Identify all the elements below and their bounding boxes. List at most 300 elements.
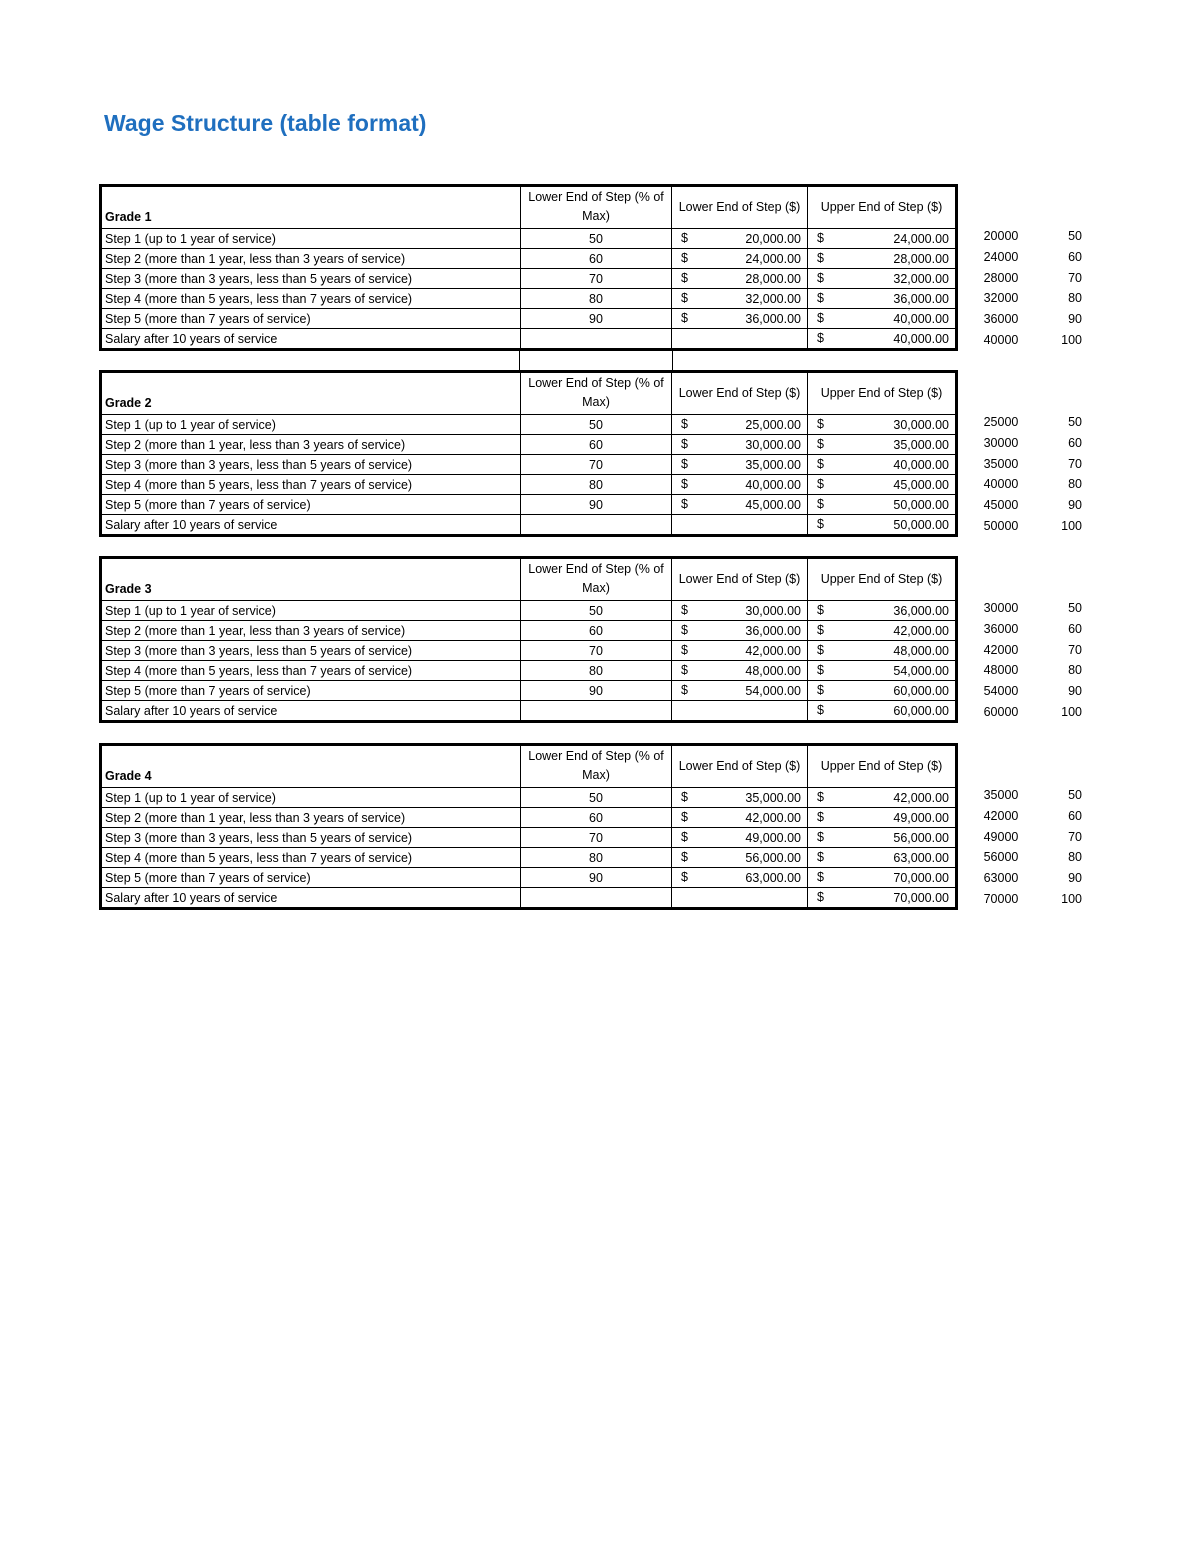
side-values [970, 785, 1100, 806]
currency-symbol: $ [817, 271, 824, 285]
side-value-amount: 50000 [983, 519, 1019, 533]
pct-value [521, 888, 672, 909]
pct-value: 50 [521, 415, 672, 435]
side-value-pct: 100 [1061, 333, 1082, 347]
side-value-amount: 20000 [983, 229, 1019, 243]
grade-label: Grade 1 [101, 186, 521, 229]
lower-cell [672, 701, 808, 722]
lower-value: 20,000.00 [745, 231, 801, 246]
step-label: Step 1 (up to 1 year of service) [101, 788, 521, 808]
step-label: Step 2 (more than 1 year, less than 3 years of service) [101, 249, 521, 269]
table-row [101, 249, 957, 269]
lower-cell [672, 309, 808, 329]
currency-symbol: $ [681, 870, 688, 884]
lower-value: 40,000.00 [745, 477, 801, 492]
upper-value: 28,000.00 [893, 251, 949, 266]
currency-symbol: $ [817, 790, 824, 804]
lower-value: 36,000.00 [745, 623, 801, 638]
currency-symbol: $ [817, 311, 824, 325]
side-value-pct: 100 [1061, 519, 1082, 533]
currency-symbol: $ [681, 643, 688, 657]
side-values [970, 433, 1100, 454]
table-row [101, 788, 957, 808]
lower-cell [672, 621, 808, 641]
pct-value: 50 [521, 788, 672, 808]
side-value-pct: 80 [1068, 477, 1082, 492]
step-label: Step 4 (more than 5 years, less than 7 years of service) [101, 661, 521, 681]
currency-symbol: $ [681, 497, 688, 511]
lower-cell [672, 888, 808, 909]
table-row [101, 888, 957, 909]
lower-cell [672, 661, 808, 681]
side-values [970, 619, 1100, 640]
upper-value: 56,000.00 [893, 830, 949, 845]
pct-value: 60 [521, 435, 672, 455]
currency-symbol: $ [817, 810, 824, 824]
step-label: Step 4 (more than 5 years, less than 7 years of service) [101, 289, 521, 309]
upper-value: 42,000.00 [893, 623, 949, 638]
table-row [101, 435, 957, 455]
upper-cell [808, 229, 957, 249]
side-value-pct: 80 [1068, 850, 1082, 865]
side-value-amount: 30000 [983, 601, 1019, 615]
grade-label: Grade 3 [101, 558, 521, 601]
upper-value: 36,000.00 [893, 603, 949, 618]
lower-cell [672, 868, 808, 888]
lower-value: 30,000.00 [745, 603, 801, 618]
side-value-amount: 36000 [983, 312, 1019, 327]
upper-cell [808, 309, 957, 329]
step-label: Step 1 (up to 1 year of service) [101, 415, 521, 435]
table-row [101, 681, 957, 701]
side-value-pct: 60 [1068, 621, 1082, 636]
step-label: Step 5 (more than 7 years of service) [101, 309, 521, 329]
currency-symbol: $ [817, 457, 824, 471]
side-values [970, 806, 1100, 827]
table-spacer [519, 351, 673, 370]
upper-value: 54,000.00 [893, 663, 949, 678]
upper-cell [808, 808, 957, 828]
side-values [970, 702, 1100, 723]
upper-cell [808, 415, 957, 435]
step-label: Step 3 (more than 3 years, less than 5 years of service) [101, 828, 521, 848]
upper-value: 49,000.00 [893, 810, 949, 825]
lower-cell [672, 435, 808, 455]
header-pct: Lower End of Step (% of Max) [521, 186, 672, 229]
currency-symbol: $ [681, 663, 688, 677]
upper-cell [808, 701, 957, 722]
side-value-pct: 50 [1068, 415, 1082, 429]
upper-cell [808, 661, 957, 681]
table-row [101, 229, 957, 249]
side-values [970, 474, 1100, 495]
side-values [970, 889, 1100, 910]
lower-value: 36,000.00 [745, 311, 801, 326]
side-value-pct: 60 [1068, 808, 1082, 823]
currency-symbol: $ [817, 291, 824, 305]
lower-cell [672, 455, 808, 475]
lower-cell [672, 475, 808, 495]
header-upper: Upper End of Step ($) [808, 186, 957, 229]
upper-value: 70,000.00 [893, 890, 949, 905]
side-value-pct: 60 [1068, 435, 1082, 450]
lower-value: 30,000.00 [745, 437, 801, 452]
lower-cell [672, 828, 808, 848]
table-row [101, 269, 957, 289]
table-row [101, 848, 957, 868]
side-value-pct: 90 [1068, 312, 1082, 327]
header-lower: Lower End of Step ($) [672, 745, 808, 788]
currency-symbol: $ [817, 683, 824, 697]
pct-value: 80 [521, 848, 672, 868]
upper-value: 40,000.00 [893, 331, 949, 346]
upper-cell [808, 289, 957, 309]
currency-symbol: $ [817, 437, 824, 451]
currency-symbol: $ [817, 331, 824, 345]
side-value-amount: 40000 [983, 477, 1019, 492]
side-value-pct: 100 [1061, 705, 1082, 719]
header-pct: Lower End of Step (% of Max) [521, 558, 672, 601]
upper-cell [808, 495, 957, 515]
side-value-amount: 36000 [983, 621, 1019, 636]
side-values [970, 660, 1100, 681]
pct-value: 50 [521, 229, 672, 249]
lower-value: 42,000.00 [745, 643, 801, 658]
pct-value: 60 [521, 808, 672, 828]
header-pct: Lower End of Step (% of Max) [521, 745, 672, 788]
upper-value: 35,000.00 [893, 437, 949, 452]
currency-symbol: $ [681, 830, 688, 844]
step-label: Step 5 (more than 7 years of service) [101, 868, 521, 888]
side-value-pct: 50 [1068, 229, 1082, 243]
header-row [101, 558, 957, 601]
pct-value: 90 [521, 868, 672, 888]
step-label: Step 5 (more than 7 years of service) [101, 495, 521, 515]
upper-value: 40,000.00 [893, 457, 949, 472]
side-value-amount: 60000 [983, 705, 1019, 719]
pct-value: 70 [521, 455, 672, 475]
lower-value: 42,000.00 [745, 810, 801, 825]
step-label: Salary after 10 years of service [101, 701, 521, 722]
step-label: Step 1 (up to 1 year of service) [101, 601, 521, 621]
side-value-amount: 35000 [983, 788, 1019, 802]
side-values [970, 247, 1100, 268]
side-value-amount: 30000 [983, 435, 1019, 450]
header-upper: Upper End of Step ($) [808, 372, 957, 415]
currency-symbol: $ [681, 417, 688, 431]
currency-symbol: $ [681, 477, 688, 491]
side-value-pct: 50 [1068, 788, 1082, 802]
side-value-pct: 60 [1068, 249, 1082, 264]
upper-cell [808, 515, 957, 536]
pct-value [521, 701, 672, 722]
currency-symbol: $ [817, 830, 824, 844]
lower-value: 25,000.00 [745, 417, 801, 432]
table-row [101, 309, 957, 329]
step-label: Step 5 (more than 7 years of service) [101, 681, 521, 701]
side-value-pct: 90 [1068, 684, 1082, 699]
table-row [101, 621, 957, 641]
upper-cell [808, 249, 957, 269]
step-label: Step 3 (more than 3 years, less than 5 years of service) [101, 455, 521, 475]
lower-value: 28,000.00 [745, 271, 801, 286]
currency-symbol: $ [817, 517, 824, 531]
upper-value: 50,000.00 [893, 497, 949, 512]
pct-value: 80 [521, 289, 672, 309]
upper-cell [808, 828, 957, 848]
header-row [101, 186, 957, 229]
pct-value: 80 [521, 475, 672, 495]
pct-value [521, 515, 672, 536]
grade-label: Grade 4 [101, 745, 521, 788]
side-value-pct: 80 [1068, 663, 1082, 678]
upper-cell [808, 888, 957, 909]
upper-cell [808, 868, 957, 888]
upper-value: 48,000.00 [893, 643, 949, 658]
currency-symbol: $ [681, 231, 688, 245]
lower-cell [672, 808, 808, 828]
side-value-pct: 50 [1068, 601, 1082, 615]
pct-value [521, 329, 672, 350]
side-value-pct: 90 [1068, 498, 1082, 513]
upper-cell [808, 329, 957, 350]
lower-cell [672, 229, 808, 249]
currency-symbol: $ [817, 890, 824, 904]
header-row [101, 745, 957, 788]
side-values [970, 454, 1100, 475]
lower-value: 32,000.00 [745, 291, 801, 306]
header-pct: Lower End of Step (% of Max) [521, 372, 672, 415]
table-row [101, 495, 957, 515]
header-upper: Upper End of Step ($) [808, 745, 957, 788]
side-value-amount: 24000 [983, 249, 1019, 264]
currency-symbol: $ [681, 271, 688, 285]
currency-symbol: $ [681, 683, 688, 697]
table-row [101, 641, 957, 661]
step-label: Step 3 (more than 3 years, less than 5 years of service) [101, 269, 521, 289]
side-value-amount: 42000 [983, 642, 1019, 657]
pct-value: 80 [521, 661, 672, 681]
side-values [970, 268, 1100, 289]
side-values [970, 226, 1100, 247]
grade-label: Grade 2 [101, 372, 521, 415]
lower-value: 54,000.00 [745, 683, 801, 698]
header-lower: Lower End of Step ($) [672, 372, 808, 415]
step-label: Salary after 10 years of service [101, 515, 521, 536]
upper-cell [808, 621, 957, 641]
side-value-amount: 32000 [983, 291, 1019, 306]
lower-cell [672, 641, 808, 661]
side-values [970, 640, 1100, 661]
currency-symbol: $ [817, 231, 824, 245]
lower-value: 63,000.00 [745, 870, 801, 885]
currency-symbol: $ [681, 311, 688, 325]
upper-cell [808, 455, 957, 475]
currency-symbol: $ [681, 291, 688, 305]
currency-symbol: $ [817, 417, 824, 431]
table-row [101, 661, 957, 681]
upper-cell [808, 788, 957, 808]
table-row [101, 475, 957, 495]
currency-symbol: $ [817, 850, 824, 864]
upper-value: 50,000.00 [893, 517, 949, 532]
side-value-amount: 45000 [983, 498, 1019, 513]
side-values [970, 847, 1100, 868]
step-label: Step 3 (more than 3 years, less than 5 years of service) [101, 641, 521, 661]
lower-value: 35,000.00 [745, 790, 801, 805]
pct-value: 90 [521, 309, 672, 329]
step-label: Step 4 (more than 5 years, less than 7 years of service) [101, 848, 521, 868]
upper-value: 60,000.00 [893, 703, 949, 718]
currency-symbol: $ [681, 790, 688, 804]
side-values [970, 412, 1100, 433]
pct-value: 70 [521, 828, 672, 848]
upper-value: 30,000.00 [893, 417, 949, 432]
grade-table-4 [99, 743, 958, 910]
lower-cell [672, 515, 808, 536]
table-row [101, 601, 957, 621]
upper-cell [808, 641, 957, 661]
side-values [970, 598, 1100, 619]
pct-value: 90 [521, 495, 672, 515]
table-row [101, 515, 957, 536]
step-label: Salary after 10 years of service [101, 888, 521, 909]
side-value-pct: 70 [1068, 270, 1082, 285]
lower-cell [672, 788, 808, 808]
side-value-pct: 70 [1068, 642, 1082, 657]
step-label: Step 4 (more than 5 years, less than 7 years of service) [101, 475, 521, 495]
lower-value: 48,000.00 [745, 663, 801, 678]
pct-value: 60 [521, 621, 672, 641]
side-value-amount: 54000 [983, 684, 1019, 699]
table-row [101, 701, 957, 722]
side-value-amount: 28000 [983, 270, 1019, 285]
upper-value: 40,000.00 [893, 311, 949, 326]
upper-cell [808, 601, 957, 621]
side-value-pct: 80 [1068, 291, 1082, 306]
side-value-amount: 48000 [983, 663, 1019, 678]
currency-symbol: $ [817, 477, 824, 491]
side-value-pct: 90 [1068, 871, 1082, 886]
upper-cell [808, 681, 957, 701]
page-title: Wage Structure (table format) [104, 110, 427, 136]
currency-symbol: $ [681, 457, 688, 471]
lower-cell [672, 681, 808, 701]
upper-cell [808, 475, 957, 495]
upper-value: 45,000.00 [893, 477, 949, 492]
lower-value: 49,000.00 [745, 830, 801, 845]
upper-cell [808, 848, 957, 868]
currency-symbol: $ [817, 251, 824, 265]
side-value-amount: 70000 [983, 892, 1019, 906]
header-row [101, 372, 957, 415]
currency-symbol: $ [817, 643, 824, 657]
table-row [101, 868, 957, 888]
grade-table-3 [99, 556, 958, 723]
side-value-amount: 49000 [983, 829, 1019, 844]
side-value-amount: 35000 [983, 456, 1019, 471]
upper-value: 63,000.00 [893, 850, 949, 865]
side-values [970, 495, 1100, 516]
currency-symbol: $ [681, 623, 688, 637]
upper-cell [808, 269, 957, 289]
pct-value: 70 [521, 641, 672, 661]
side-values [970, 288, 1100, 309]
currency-symbol: $ [681, 251, 688, 265]
lower-cell [672, 329, 808, 350]
step-label: Step 2 (more than 1 year, less than 3 years of service) [101, 808, 521, 828]
grade-table-2 [99, 370, 958, 537]
side-value-amount: 42000 [983, 808, 1019, 823]
step-label: Step 2 (more than 1 year, less than 3 years of service) [101, 435, 521, 455]
side-values [970, 309, 1100, 330]
pct-value: 70 [521, 269, 672, 289]
side-values [970, 516, 1100, 537]
step-label: Salary after 10 years of service [101, 329, 521, 350]
lower-cell [672, 495, 808, 515]
side-value-pct: 100 [1061, 892, 1082, 906]
side-values [970, 868, 1100, 889]
table-row [101, 455, 957, 475]
upper-value: 42,000.00 [893, 790, 949, 805]
side-value-pct: 70 [1068, 456, 1082, 471]
side-values [970, 330, 1100, 351]
grade-table-1 [99, 184, 958, 351]
table-row [101, 415, 957, 435]
side-value-amount: 25000 [983, 415, 1019, 429]
currency-symbol: $ [817, 497, 824, 511]
lower-cell [672, 249, 808, 269]
lower-cell [672, 289, 808, 309]
currency-symbol: $ [817, 663, 824, 677]
lower-value: 24,000.00 [745, 251, 801, 266]
header-upper: Upper End of Step ($) [808, 558, 957, 601]
side-value-amount: 63000 [983, 871, 1019, 886]
upper-value: 24,000.00 [893, 231, 949, 246]
step-label: Step 1 (up to 1 year of service) [101, 229, 521, 249]
table-row [101, 808, 957, 828]
lower-cell [672, 415, 808, 435]
step-label: Step 2 (more than 1 year, less than 3 years of service) [101, 621, 521, 641]
currency-symbol: $ [681, 850, 688, 864]
side-value-amount: 56000 [983, 850, 1019, 865]
upper-cell [808, 435, 957, 455]
lower-cell [672, 269, 808, 289]
side-values [970, 681, 1100, 702]
lower-cell [672, 601, 808, 621]
currency-symbol: $ [681, 810, 688, 824]
lower-value: 56,000.00 [745, 850, 801, 865]
currency-symbol: $ [817, 623, 824, 637]
upper-value: 70,000.00 [893, 870, 949, 885]
currency-symbol: $ [817, 603, 824, 617]
header-lower: Lower End of Step ($) [672, 558, 808, 601]
currency-symbol: $ [817, 703, 824, 717]
lower-cell [672, 848, 808, 868]
currency-symbol: $ [817, 870, 824, 884]
lower-value: 35,000.00 [745, 457, 801, 472]
lower-value: 45,000.00 [745, 497, 801, 512]
currency-symbol: $ [681, 603, 688, 617]
pct-value: 50 [521, 601, 672, 621]
currency-symbol: $ [681, 437, 688, 451]
pct-value: 90 [521, 681, 672, 701]
table-row [101, 289, 957, 309]
side-value-pct: 70 [1068, 829, 1082, 844]
table-row [101, 329, 957, 350]
header-lower: Lower End of Step ($) [672, 186, 808, 229]
table-row [101, 828, 957, 848]
